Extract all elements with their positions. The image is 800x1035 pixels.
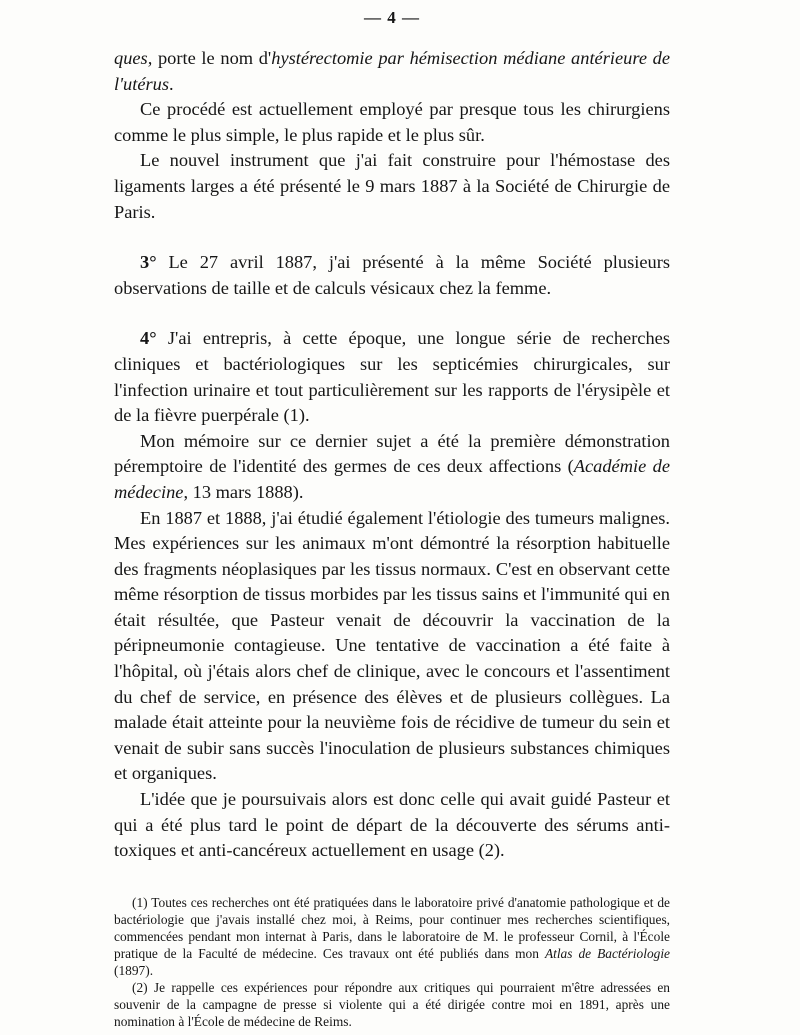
paragraph-1-start: ques, <box>114 48 153 68</box>
paragraph-6-italic-ref: Académie de médecine <box>114 456 670 502</box>
paragraph-6-text: Mon mémoire sur ce dernier sujet a été la première démonstration péremptoire de l'identité des germes de ces deux affections ( <box>114 430 670 477</box>
footnotes <box>114 894 670 1030</box>
paragraph-6 <box>114 429 670 506</box>
footnote-1-end: (1897). <box>114 962 154 978</box>
paragraph-2: Ce procédé est actuellement employé par presque tous les chirurgiens comme le plus simple, le plus rapide et le plus sûr. <box>114 99 670 145</box>
item-number-3: 3° <box>140 252 157 273</box>
footnote-1-text: (1) Toutes ces recherches ont été pratiquées dans le laboratoire privé d'anatomie pathologique et de bactériologie que j'avais installé chez moi, à Reims, pour continuer mes recherches scientifiques, commencées pendant mon internat à Paris, dans le laboratoire de M. le professeur Cornil, à l'École pratique de la Faculté de médecine. Ces travaux ont été publiés dans mon <box>114 894 670 961</box>
paragraph-item-3 <box>114 250 670 301</box>
paragraph-6-end: , 13 mars 1888). <box>183 481 304 502</box>
paragraph-3: Le nouvel instrument que j'ai fait construire pour l'hémostase des ligaments larges a été présenté le 9 mars 1887 à la Société de Chirurgie de Paris. <box>114 150 670 222</box>
item-number-4: 4° <box>140 328 157 349</box>
paragraph-1-end: . <box>169 73 174 94</box>
item-text-4: J'ai entrepris, à cette époque, une longue série de recherches cliniques et bactériologiques sur les septicémies chirurgicales, sur l'infection urinaire et tout particulièrement sur les rapports de l'érysipèle et de la fièvre puerpérale (1). <box>114 328 670 426</box>
paragraph-1 <box>114 46 670 97</box>
paragraph-item-4 <box>114 326 670 428</box>
paragraph-1-text: porte le nom d' <box>152 48 272 68</box>
item-text-3: Le 27 avril 1887, j'ai présenté à la même Société plusieurs observations de taille et de calculs vésicaux chez la femme. <box>114 252 670 298</box>
paragraph-7: En 1887 et 1888, j'ai étudié également l'étiologie des tumeurs malignes. Mes expériences sur les animaux m'ont démontré la résorption habituelle des fragments néoplasiques par les tissus normaux. C'est en observant cette même résorption de tissus morbides par les tissus sains et l'immunité qui en était résultée, que Pasteur venait de découvrir la vaccination de la péripneumonie contagieuse. Une tentative de vaccination a été faite à l'hôpital, où j'étais alors chef de clinique, avec le concours et l'assentiment du chef de service, en présence des élèves et de plusieurs collègues. La malade était atteinte pour la neuvième fois de récidive de tumeur du sein et venait de subir sans succès l'inoculation de plusieurs substances chimiques et organiques. <box>114 507 670 784</box>
page-number: — 4 — <box>364 8 420 27</box>
paragraph-8: L'idée que je poursuivais alors est donc celle qui avait guidé Pasteur et qui a été plus tard le point de départ de la découverte des sérums anti-toxiques et anti-cancéreux actuellement en usage (2). <box>114 789 670 861</box>
body-text <box>114 46 670 864</box>
footnote-2: (2) Je rappelle ces expériences pour répondre aux critiques qui pourraient m'être adressées en souvenir de la campagne de presse si violente qui a été dirigée contre moi en 1891, après une nomination à l'École de médecine de Reims. <box>114 979 670 1029</box>
paragraph-1-italic-term: hystérectomie par hémisection médiane antérieure de l'utérus <box>114 48 671 94</box>
footnote-1-italic-title: Atlas de Bactériologie <box>544 945 670 961</box>
footnote-1 <box>114 894 670 979</box>
